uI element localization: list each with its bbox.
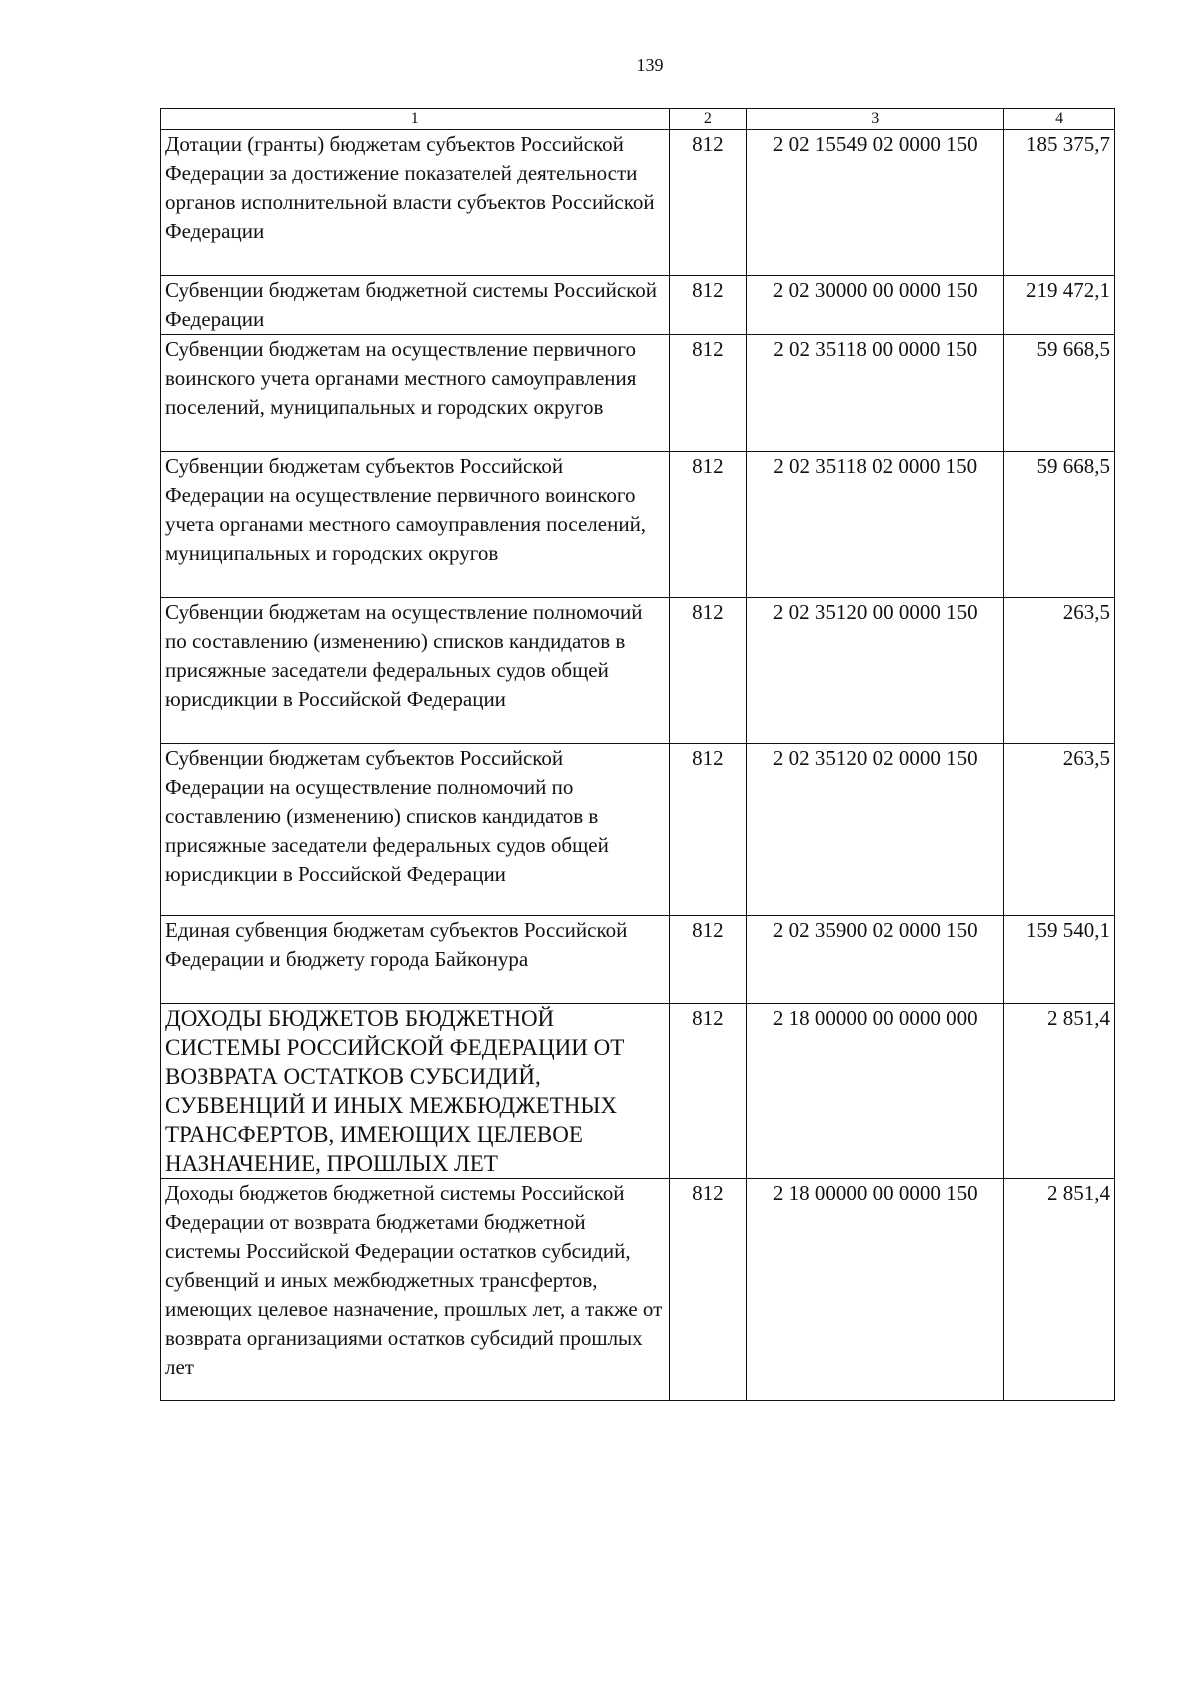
row-amount: 185 375,7: [1004, 130, 1115, 276]
row-budget-code: 2 02 35120 00 0000 150: [747, 598, 1004, 744]
row-admin-code: 812: [669, 130, 747, 276]
row-admin-code: 812: [669, 916, 747, 1004]
column-header-4: 4: [1004, 109, 1115, 130]
row-admin-code: 812: [669, 598, 747, 744]
column-header-3: 3: [747, 109, 1004, 130]
table-row: [161, 130, 1115, 276]
table-row: [161, 335, 1115, 452]
row-name: Субвенции бюджетам на осуществление полномочий по составлению (изменению) списков кандидатов в присяжные заседатели федеральных судов общей юрисдикции в Российской Федерации: [161, 598, 670, 744]
row-amount: 219 472,1: [1004, 276, 1115, 335]
row-amount: 2 851,4: [1004, 1179, 1115, 1401]
table-row: [161, 916, 1115, 1004]
row-admin-code: 812: [669, 1179, 747, 1401]
table-row: [161, 276, 1115, 335]
row-name: ДОХОДЫ БЮДЖЕТОВ БЮДЖЕТНОЙ СИСТЕМЫ РОССИЙСКОЙ ФЕДЕРАЦИИ ОТ ВОЗВРАТА ОСТАТКОВ СУБСИДИЙ, СУБВЕНЦИЙ И ИНЫХ МЕЖБЮДЖЕТНЫХ ТРАНСФЕРТОВ, ИМЕЮЩИХ ЦЕЛЕВОЕ НАЗНАЧЕНИЕ, ПРОШЛЫХ ЛЕТ: [161, 1004, 670, 1179]
row-admin-code: 812: [669, 335, 747, 452]
table-row: [161, 598, 1115, 744]
row-name: Доходы бюджетов бюджетной системы Российской Федерации от возврата бюджетами бюджетной системы Российской Федерации остатков субсидий, субвенций и иных межбюджетных трансфертов, имеющих целевое назначение, прошлых лет, а также от возврата организациями остатков субсидий прошлых лет: [161, 1179, 670, 1401]
row-budget-code: 2 02 35900 02 0000 150: [747, 916, 1004, 1004]
row-budget-code: 2 02 15549 02 0000 150: [747, 130, 1004, 276]
table-header-row: [161, 109, 1115, 130]
row-name: Субвенции бюджетам на осуществление первичного воинского учета органами местного самоуправления поселений, муниципальных и городских округов: [161, 335, 670, 452]
row-name: Субвенции бюджетам субъектов Российской Федерации на осуществление первичного воинского учета органами местного самоуправления поселений, муниципальных и городских округов: [161, 452, 670, 598]
column-header-1: 1: [161, 109, 670, 130]
row-amount: 59 668,5: [1004, 335, 1115, 452]
row-name: Дотации (гранты) бюджетам субъектов Российской Федерации за достижение показателей деятельности органов исполнительной власти субъектов Российской Федерации: [161, 130, 670, 276]
row-amount: 59 668,5: [1004, 452, 1115, 598]
table-row: [161, 452, 1115, 598]
table-row: [161, 1179, 1115, 1401]
row-name: Субвенции бюджетам бюджетной системы Российской Федерации: [161, 276, 670, 335]
row-admin-code: 812: [669, 452, 747, 598]
budget-table: [160, 108, 1115, 1401]
column-header-2: 2: [669, 109, 747, 130]
row-name: Субвенции бюджетам субъектов Российской Федерации на осуществление полномочий по составлению (изменению) списков кандидатов в присяжные заседатели федеральных судов общей юрисдикции в Российской Федерации: [161, 744, 670, 916]
row-admin-code: 812: [669, 744, 747, 916]
row-admin-code: 812: [669, 1004, 747, 1179]
row-budget-code: 2 02 30000 00 0000 150: [747, 276, 1004, 335]
table-row: [161, 744, 1115, 916]
row-admin-code: 812: [669, 276, 747, 335]
row-budget-code: 2 02 35118 00 0000 150: [747, 335, 1004, 452]
row-name: Единая субвенция бюджетам субъектов Российской Федерации и бюджету города Байконура: [161, 916, 670, 1004]
row-budget-code: 2 02 35120 02 0000 150: [747, 744, 1004, 916]
row-budget-code: 2 18 00000 00 0000 000: [747, 1004, 1004, 1179]
row-budget-code: 2 18 00000 00 0000 150: [747, 1179, 1004, 1401]
row-budget-code: 2 02 35118 02 0000 150: [747, 452, 1004, 598]
page-number: 139: [636, 55, 664, 75]
table-row: [161, 1004, 1115, 1179]
row-amount: 2 851,4: [1004, 1004, 1115, 1179]
row-amount: 159 540,1: [1004, 916, 1115, 1004]
row-amount: 263,5: [1004, 598, 1115, 744]
row-amount: 263,5: [1004, 744, 1115, 916]
